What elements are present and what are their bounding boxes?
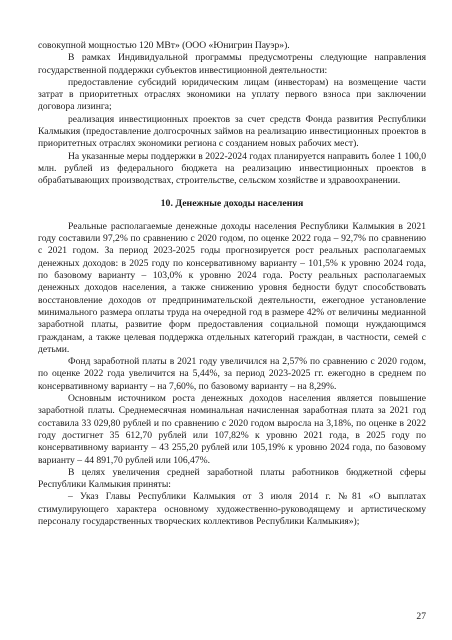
paragraph-development-fund: реализация инвестиционных проектов за счет средств Фонда развития Республики Калмыкия (предоставление долгосрочных займов на реализацию инвестиционных проектов в приоритетных отраслях экономики региона с созданием новых рабочих мест). xyxy=(38,113,426,150)
paragraph-continuation: совокупной мощностью 120 МВт» (ООО «Юнигрин Пауэр»). xyxy=(38,40,290,51)
document-page xyxy=(38,40,426,528)
paragraph-individual-program: В рамках Индивидуальной программы предусмотрены следующие направления государственной поддержки субъектов инвестиционной деятельности: xyxy=(38,52,426,76)
paragraph-decree: – Указ Главы Республики Калмыкия от 3 июля 2014 г. №81 «О выплатах стимулирующего характера основному художественно-руководящему и артистическому персоналу государственных творческих коллективов Республики Калмыкия»); xyxy=(38,491,426,527)
paragraph-subsidies: предоставление субсидий юридическим лицам (инвесторам) на возмещение части затрат в приоритетных отраслях экономики на уплату первого взноса при заключении договора лизинга; xyxy=(38,76,426,113)
paragraph-support-funding: На указанные меры поддержки в 2022-2024 годах планируется направить более 1 100,0 млн. рублей из федерального бюджета на реализацию инвестиционных проектов в обрабатывающих производствах, строительстве, сельском хозяйстве и здравоохранении. xyxy=(38,150,426,187)
paragraph-budget-sector: В целях увеличения средней заработной платы работников бюджетной сферы Республики Калмыкия приняты: xyxy=(38,466,426,491)
paragraph-wage-growth: Основным источником роста денежных доходов населения является повышение заработной платы. Среднемесячная номинальная начисленная заработная плата за 2021 год составила 33 029,80 рублей и по сравнению с 2020 годом выросла на 3,18%, по оценке в 2022 году достигнет 35 612,70 рублей или 107,82% к уровню 2021 года, в 2025 году по консервативному варианту – 43 255,20 рублей или 105,19% к уровню 2024 года, по базовому варианту – 44 891,70 рублей или 106,47%. xyxy=(38,393,426,466)
paragraph-real-income: Реальные располагаемые денежные доходы населения Республики Калмыкия в 2021 году составили 97,2% по сравнению с 2020 годом, по оценке 2022 года – 92,7% по сравнению с 2021 годом. За период 2023-2025 годы прогнозируется рост реальных располагаемых денежных доходов: в 2025 году по консервативному варианту – 101,5% к уровню 2024 года, по базовому варианту – 103,0% к уровню 2024 года. Росту реальных располагаемых денежных доходов населения, а также снижению уровня бедности будут способствовать восстановление доходов от предпринимательской деятельности, ежегодное установление минимального размера оплаты труда на очередной год в размере 42% от величины медианной заработной платы, развитие форм предоставления социальной помощи нуждающимся гражданам, а также целевая поддержка отдельных категорий граждан, в частности, семей с детьми. xyxy=(38,220,426,355)
paragraph-wage-fund: Фонд заработной платы в 2021 году увеличился на 2,57% по сравнению с 2020 годом, по оценке 2022 года увеличится на 5,44%, за период 2023-2025 гг. ежегодно в среднем по консервативному варианту – на 7,60%, по базовому варианту – на 8,29%. xyxy=(38,356,426,392)
page-number: 27 xyxy=(416,611,426,622)
section-heading-income: 10. Денежные доходы населения xyxy=(160,197,304,209)
